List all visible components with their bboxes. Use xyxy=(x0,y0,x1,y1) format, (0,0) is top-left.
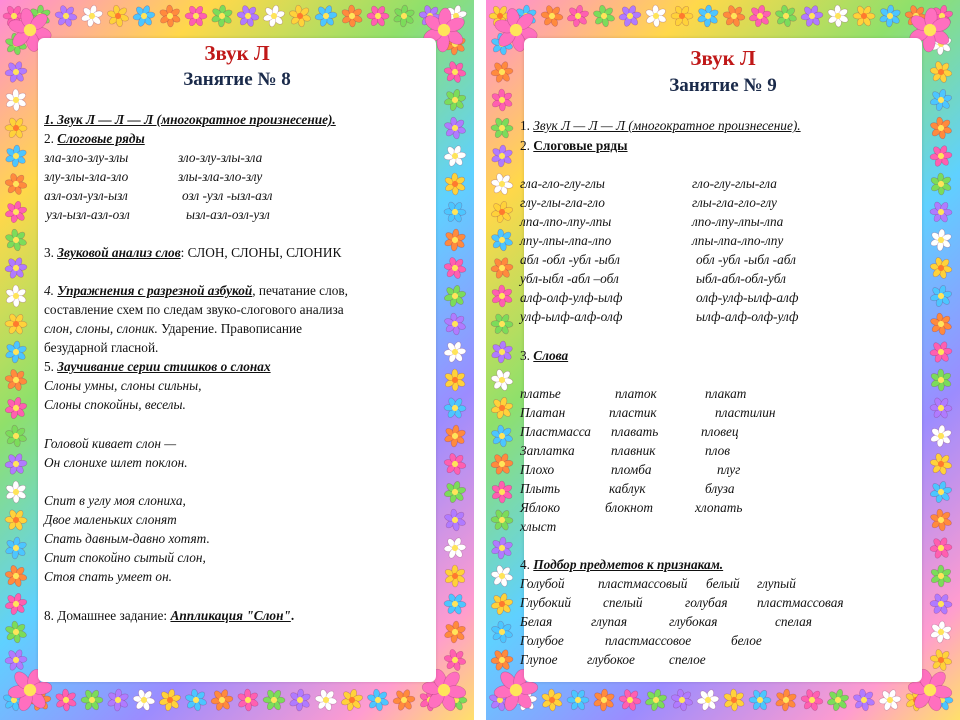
flower-icon xyxy=(81,5,104,28)
flower-icon xyxy=(55,689,77,711)
flower-icon xyxy=(444,313,467,336)
flower-icon xyxy=(930,173,952,195)
flower-icon xyxy=(444,481,467,504)
lesson-card-8 xyxy=(0,0,474,720)
word: блуза xyxy=(705,481,735,496)
flower-icon xyxy=(5,369,28,392)
flower-icon xyxy=(107,5,130,28)
flower-icon xyxy=(491,649,513,672)
adjective: глубокая xyxy=(669,614,718,629)
word: Плохо xyxy=(520,462,555,477)
word: плов xyxy=(705,443,731,458)
flower-icon xyxy=(444,509,467,532)
poem-line: Спит спокойно сытый слон, xyxy=(44,550,206,565)
flower-icon xyxy=(930,649,953,672)
flower-icon xyxy=(5,257,28,280)
syllable-row: улф-ылф-алф-олф xyxy=(520,309,623,324)
flower-icon xyxy=(930,397,952,419)
flower-icon xyxy=(930,341,953,364)
flower-icon xyxy=(211,5,234,27)
item-3-label: Слова xyxy=(533,348,569,363)
word: Пластмасса xyxy=(520,424,591,439)
flower-icon xyxy=(5,565,28,588)
syllable-row: глы-гла-гло-глу xyxy=(692,195,777,210)
lesson-page-9 xyxy=(520,38,922,682)
flower-icon xyxy=(593,689,616,711)
flower-icon xyxy=(801,689,824,712)
item-5-label: Заучивание серии стишков о слонах xyxy=(57,359,271,374)
flower-icon xyxy=(5,649,27,672)
flower-icon xyxy=(491,117,513,139)
item-2: 2. Слоговые ряды xyxy=(520,138,628,153)
item-1: 1. Звук Л — Л — Л (многократное произнесение). xyxy=(44,112,336,127)
flower-icon xyxy=(491,341,514,364)
item-5: 5. Заучивание серии стишков о слонах xyxy=(44,359,271,374)
flower-icon xyxy=(185,5,207,27)
word: блокнот xyxy=(605,500,654,515)
poem-line: Слоны умны, слоны сильны, xyxy=(44,378,202,393)
flower-icon xyxy=(315,5,338,28)
word: пловец xyxy=(701,424,739,439)
flower-icon xyxy=(879,689,902,712)
poem-line: Спит в углу моя слониха, xyxy=(44,493,186,508)
flower-icon xyxy=(444,201,466,223)
flower-icon xyxy=(444,229,467,252)
flower-icon xyxy=(289,5,312,28)
lesson-number: Занятие № 9 xyxy=(669,75,777,96)
flower-icon xyxy=(930,369,952,391)
flower-icon xyxy=(930,285,953,308)
syllable-row: абл -обл -убл -ыбл xyxy=(520,252,620,267)
flower-icon xyxy=(444,397,466,419)
flower-icon xyxy=(315,689,338,712)
item-3: 3. Слова xyxy=(520,348,569,363)
flower-icon xyxy=(827,5,849,27)
adjective: голубая xyxy=(685,595,728,610)
flower-icon xyxy=(671,5,693,27)
word: пластик xyxy=(609,405,657,420)
lesson-page-8 xyxy=(38,38,436,682)
flower-icon xyxy=(491,257,514,280)
syllable-row: злы-зла-зло-злу xyxy=(178,169,263,184)
adjective: Глупое xyxy=(520,652,558,667)
flower-icon xyxy=(491,509,513,531)
flower-icon xyxy=(5,453,27,476)
flower-icon xyxy=(444,621,467,644)
flower-icon xyxy=(444,565,466,587)
flower-icon xyxy=(491,481,513,503)
syllable-row: узл-ызл-азл-озл xyxy=(46,207,130,222)
flower-icon xyxy=(107,689,130,711)
word: Плыть xyxy=(520,481,561,496)
flower-icon xyxy=(185,689,208,712)
word: Платан xyxy=(520,405,566,420)
flower-icon xyxy=(491,537,514,560)
flower-icon xyxy=(133,689,156,712)
flower-icon xyxy=(645,5,667,27)
flower-icon xyxy=(930,145,953,168)
syllable-row: обл -убл -ыбл -абл xyxy=(696,252,796,267)
flower-icon xyxy=(930,537,952,560)
flower-icon xyxy=(491,61,514,84)
flower-icon xyxy=(723,689,745,711)
flower-icon xyxy=(930,593,952,615)
flower-icon xyxy=(930,565,952,587)
page-title: Звук Л xyxy=(204,41,270,65)
flower-icon xyxy=(930,453,953,476)
adjective: спелая xyxy=(775,614,812,629)
flower-icon xyxy=(289,689,312,711)
item-4-line: слон, слоны, слоник. Ударение. Правописание xyxy=(44,321,303,336)
flower-icon xyxy=(237,5,260,28)
flower-icon xyxy=(619,5,642,28)
flower-icon xyxy=(5,61,28,84)
flower-icon xyxy=(619,689,642,712)
word: плуг xyxy=(717,462,741,477)
poem-line: Стоя спать умеет он. xyxy=(44,569,172,584)
item-2: 2. Слоговые ряды xyxy=(44,131,145,146)
flower-icon xyxy=(930,313,953,336)
flower-icon xyxy=(491,425,514,448)
adjective: Голубой xyxy=(520,576,565,591)
syllable-row: ыбл-абл-обл-убл xyxy=(696,271,786,286)
flower-icon xyxy=(491,229,514,252)
syllable-row: олф-улф-ылф-алф xyxy=(696,290,799,305)
syllable-row: лпо-лпу-лпы-лпа xyxy=(692,214,784,229)
flower-icon xyxy=(749,5,772,28)
flower-icon xyxy=(930,89,953,112)
adjective: пластмассовый xyxy=(598,576,688,591)
syllable-row: озл -узл -ызл-азл xyxy=(182,188,273,203)
syllable-row: лпа-лпо-лпу-лпы xyxy=(520,214,612,229)
word: пластилин xyxy=(715,405,776,420)
flower-icon xyxy=(567,689,589,711)
flower-icon xyxy=(5,481,27,503)
flower-icon xyxy=(5,621,28,644)
flower-icon xyxy=(491,285,513,307)
item-8: 8. Домашнее задание: Аппликация "Слон". xyxy=(44,608,295,623)
flower-icon xyxy=(775,689,798,711)
flower-icon xyxy=(491,173,514,196)
flower-icon xyxy=(930,61,953,84)
item-2-label: Слоговые ряды xyxy=(533,138,628,153)
flower-icon xyxy=(567,5,590,28)
item-4: 4. Подбор предметов к признакам. xyxy=(520,557,724,572)
item-4-line: безударной гласной. xyxy=(44,340,159,355)
word: Яблоко xyxy=(520,500,561,515)
word: плавник xyxy=(611,443,656,458)
flower-icon xyxy=(5,201,28,224)
flower-icon xyxy=(853,5,875,27)
flower-icon xyxy=(5,509,27,531)
flower-icon xyxy=(697,5,720,27)
flower-icon xyxy=(491,145,514,168)
flower-icon xyxy=(444,145,467,168)
flower-icon xyxy=(444,341,467,364)
adjective: Глубокий xyxy=(520,595,572,610)
flower-icon xyxy=(491,369,514,392)
flower-icon xyxy=(367,689,390,712)
item-8-label: Аппликация "Слон" xyxy=(170,608,291,623)
flower-icon xyxy=(444,117,467,140)
adjective: глупый xyxy=(757,576,796,591)
word: платок xyxy=(615,386,657,401)
flower-icon xyxy=(341,689,364,712)
syllable-row: лпу-лпы-лпа-лпо xyxy=(520,233,612,248)
word: хлопать xyxy=(695,500,743,515)
flower-icon xyxy=(491,89,513,111)
flower-icon xyxy=(5,593,28,616)
flower-icon xyxy=(491,397,514,420)
adjective: глупая xyxy=(591,614,628,629)
flower-icon xyxy=(671,689,694,712)
flower-icon xyxy=(5,173,28,196)
flower-icon xyxy=(5,285,27,307)
syllable-row: азл-озл-узл-ызл xyxy=(44,188,128,203)
syllable-row: ызл-азл-озл-узл xyxy=(186,207,270,222)
poem-line: Двое маленьких слонят xyxy=(44,512,177,527)
flower-icon xyxy=(5,229,28,252)
flower-icon xyxy=(5,341,28,364)
item-2-label: Слоговые ряды xyxy=(57,131,145,146)
flower-icon xyxy=(159,689,182,712)
flower-icon xyxy=(5,313,27,335)
flower-icon xyxy=(5,537,28,560)
flower-icon xyxy=(5,117,27,139)
poem-line: Он слонихе шлет поклон. xyxy=(44,455,188,470)
flower-icon xyxy=(879,5,902,28)
flower-icon xyxy=(444,285,467,308)
poem-line: Спать давным-давно хотят. xyxy=(44,531,210,546)
flower-icon xyxy=(5,145,28,168)
flower-icon xyxy=(541,5,564,28)
adjective: спелый xyxy=(603,595,643,610)
flower-icon xyxy=(491,313,513,335)
adjective: белое xyxy=(731,633,762,648)
flower-icon xyxy=(81,689,103,711)
flower-icon xyxy=(853,689,876,712)
syllable-row: зла-зло-злу-злы xyxy=(44,150,129,165)
item-4: 4. Упражнения с разрезной азбукой, печатание слов, xyxy=(44,283,348,298)
flower-icon xyxy=(723,5,746,28)
flower-icon xyxy=(930,229,953,252)
flower-icon xyxy=(444,89,467,112)
flower-icon xyxy=(55,5,78,28)
flower-icon xyxy=(5,89,27,111)
item-4-line: составление схем по следам звуко-слогового анализа xyxy=(44,302,344,317)
flower-icon xyxy=(263,689,285,711)
item-4-label: Подбор предметов к признакам. xyxy=(533,557,724,572)
flower-icon xyxy=(697,689,720,712)
flower-icon xyxy=(801,5,824,28)
flower-icon xyxy=(444,649,467,672)
flower-icon xyxy=(645,689,668,712)
flower-icon xyxy=(491,565,514,588)
adjective: пластмассовое xyxy=(605,633,692,648)
word: пломба xyxy=(611,462,652,477)
flower-icon xyxy=(444,173,466,195)
page-title: Звук Л xyxy=(690,46,756,70)
flower-icon xyxy=(827,689,850,712)
word: каблук xyxy=(609,481,646,496)
flower-icon xyxy=(930,201,952,223)
item-4-label: Упражнения с разрезной азбукой xyxy=(57,283,253,298)
adjective: спелое xyxy=(669,652,706,667)
flower-icon xyxy=(159,5,181,27)
syllable-row: лпы-лпа-лпо-лпу xyxy=(692,233,784,248)
syllable-row: глу-глы-гла-гло xyxy=(520,195,605,210)
flower-icon xyxy=(263,5,286,28)
flower-icon xyxy=(775,5,798,28)
lesson-number: Занятие № 8 xyxy=(183,69,291,90)
flower-icon xyxy=(211,689,234,712)
syllable-row: алф-олф-улф-ылф xyxy=(520,290,623,305)
flower-icon xyxy=(444,61,467,84)
flower-icon xyxy=(444,453,467,476)
flower-icon xyxy=(930,425,953,448)
flower-icon xyxy=(444,257,467,280)
flower-icon xyxy=(341,5,363,27)
flower-icon xyxy=(491,453,513,476)
item-3-label: Звуковой анализ слов xyxy=(57,245,181,260)
word: Заплатка xyxy=(520,443,575,458)
flower-icon xyxy=(444,425,467,448)
flower-icon xyxy=(393,5,416,28)
poem-line: Головой кивает слон — xyxy=(44,436,177,451)
adjective: глубокое xyxy=(587,652,635,667)
flower-icon xyxy=(133,5,156,28)
adjective: пластмассовая xyxy=(757,595,844,610)
flower-icon xyxy=(237,689,259,711)
adjective: Белая xyxy=(520,614,553,629)
word: платье xyxy=(520,386,561,401)
flower-icon xyxy=(5,425,28,448)
lesson-card-9 xyxy=(486,0,960,720)
flower-icon xyxy=(930,621,953,644)
flower-icon xyxy=(749,689,771,711)
flower-icon xyxy=(930,509,953,532)
syllable-row: ылф-алф-олф-улф xyxy=(696,309,799,324)
adjective: белый xyxy=(706,576,740,591)
poem-line: Слоны спокойны, веселы. xyxy=(44,397,186,412)
flower-icon xyxy=(5,397,28,420)
flower-icon xyxy=(930,481,953,504)
syllable-row: убл-ыбл -абл –обл xyxy=(520,271,619,286)
word: хлыст xyxy=(520,519,557,534)
flower-icon xyxy=(367,5,389,27)
flower-icon xyxy=(930,257,953,280)
item-3: 3. Звуковой анализ слов: СЛОН, СЛОНЫ, СЛОНИК xyxy=(44,245,342,260)
word: плакат xyxy=(705,386,747,401)
syllable-row: злу-злы-зла-зло xyxy=(44,169,129,184)
flower-icon xyxy=(444,537,466,560)
flower-icon xyxy=(444,369,466,391)
adjective: Голубое xyxy=(520,633,564,648)
flower-icon xyxy=(491,593,514,616)
flower-icon xyxy=(444,593,466,615)
syllable-row: гло-глу-глы-гла xyxy=(692,176,777,191)
syllable-row: зло-злу-злы-зла xyxy=(178,150,263,165)
flower-icon xyxy=(393,689,416,712)
flower-icon xyxy=(491,621,514,644)
flower-icon xyxy=(593,5,616,28)
flower-icon xyxy=(930,117,953,140)
syllable-row: гла-гло-глу-глы xyxy=(520,176,605,191)
flower-icon xyxy=(541,689,563,711)
item-1: 1. Звук Л — Л — Л (многократное произнесение). xyxy=(520,118,801,133)
flower-icon xyxy=(491,201,514,224)
word: плавать xyxy=(611,424,659,439)
